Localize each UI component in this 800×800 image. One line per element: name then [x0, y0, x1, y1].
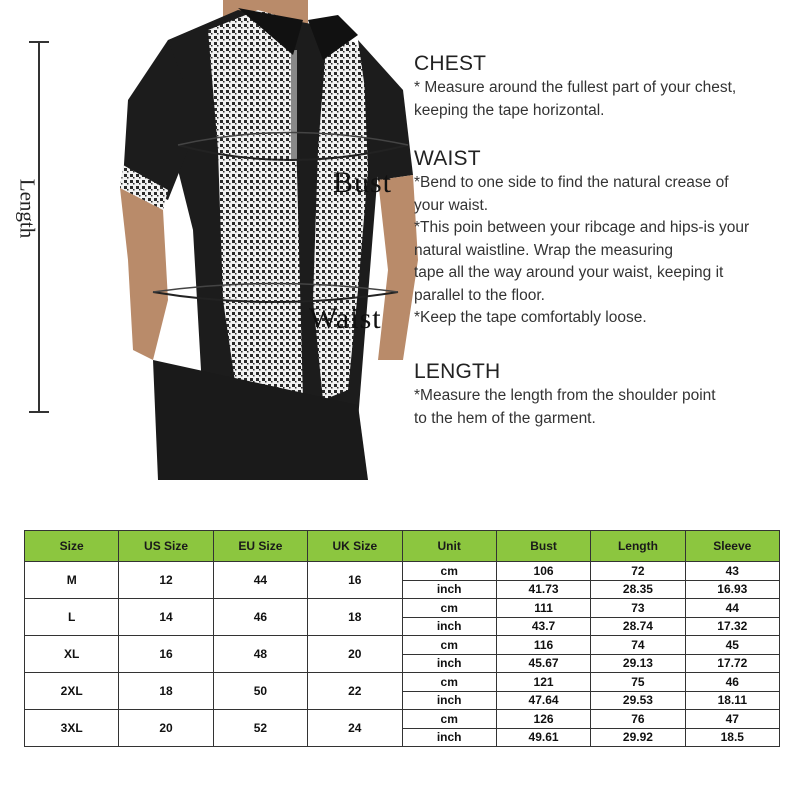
waist-line: parallel to the floor.	[414, 286, 545, 304]
waist-line: tape all the way around your waist, keeping it	[414, 264, 724, 281]
chest-section	[414, 51, 736, 122]
cell-length: 75	[591, 673, 685, 692]
chest-line: keeping the tape horizontal.	[414, 101, 605, 119]
waist-line: *This poin between your ribcage and hips-is your	[414, 219, 750, 236]
cell-us-size: 16	[119, 636, 213, 673]
cell-bust: 121	[496, 673, 590, 692]
header-us-size: US Size	[119, 531, 213, 562]
cell-eu-size: 48	[213, 636, 307, 673]
cell-sleeve: 16.93	[685, 580, 779, 599]
header-length: Length	[591, 531, 685, 562]
table-row	[25, 562, 780, 581]
cell-unit: cm	[402, 710, 496, 729]
cell-bust: 116	[496, 636, 590, 655]
cell-size: M	[25, 562, 119, 599]
header-eu-size: EU Size	[213, 531, 307, 562]
cell-sleeve: 18.11	[685, 691, 779, 710]
bust-label: Bust	[333, 166, 393, 199]
cell-bust: 41.73	[496, 580, 590, 599]
cell-length: 73	[591, 599, 685, 618]
cell-size: L	[25, 599, 119, 636]
cell-length: 29.13	[591, 654, 685, 673]
cell-bust: 49.61	[496, 728, 590, 747]
cell-unit: cm	[402, 636, 496, 655]
cell-unit: cm	[402, 673, 496, 692]
cell-sleeve: 45	[685, 636, 779, 655]
cell-uk-size: 20	[308, 636, 402, 673]
cell-length: 76	[591, 710, 685, 729]
length-section	[414, 359, 716, 430]
cell-sleeve: 46	[685, 673, 779, 692]
cell-size: 3XL	[25, 710, 119, 747]
waist-line: *Keep the tape comfortably loose.	[414, 309, 647, 326]
header-unit: Unit	[402, 531, 496, 562]
waist-line: your waist.	[414, 196, 489, 214]
waist-line: natural waistline. Wrap the measuring	[414, 241, 674, 259]
table-row	[25, 636, 780, 655]
cell-sleeve: 44	[685, 599, 779, 618]
cell-sleeve: 43	[685, 562, 779, 581]
waist-label: Waist	[309, 302, 382, 335]
table-row	[25, 673, 780, 692]
cell-length: 28.35	[591, 580, 685, 599]
cell-eu-size: 46	[213, 599, 307, 636]
waist-title: WAIST	[414, 147, 481, 170]
cell-us-size: 14	[119, 599, 213, 636]
cell-unit: inch	[402, 728, 496, 747]
cell-sleeve: 18.5	[685, 728, 779, 747]
header-sleeve: Sleeve	[685, 531, 779, 562]
cell-size: 2XL	[25, 673, 119, 710]
length-line: *Measure the length from the shoulder point	[414, 387, 716, 404]
table-row	[25, 710, 780, 729]
cell-uk-size: 22	[308, 673, 402, 710]
cell-bust: 126	[496, 710, 590, 729]
cell-bust: 106	[496, 562, 590, 581]
chest-line: * Measure around the fullest part of your chest,	[414, 79, 737, 96]
cell-length: 29.92	[591, 728, 685, 747]
length-line: to the hem of the garment.	[414, 409, 596, 427]
size-chart-table	[24, 530, 780, 747]
length-label: Length	[15, 178, 40, 239]
cell-length: 29.53	[591, 691, 685, 710]
cell-uk-size: 16	[308, 562, 402, 599]
cell-sleeve: 47	[685, 710, 779, 729]
cell-unit: inch	[402, 617, 496, 636]
cell-bust: 47.64	[496, 691, 590, 710]
cell-unit: cm	[402, 562, 496, 581]
cell-size: XL	[25, 636, 119, 673]
cell-bust: 111	[496, 599, 590, 618]
cell-length: 74	[591, 636, 685, 655]
cell-unit: inch	[402, 691, 496, 710]
chest-title: CHEST	[414, 52, 487, 75]
cell-eu-size: 50	[213, 673, 307, 710]
table-header-row	[25, 531, 780, 562]
header-bust: Bust	[496, 531, 590, 562]
cell-length: 28.74	[591, 617, 685, 636]
cell-eu-size: 52	[213, 710, 307, 747]
shirt-model-image	[58, 0, 418, 480]
cell-sleeve: 17.72	[685, 654, 779, 673]
header-size: Size	[25, 531, 119, 562]
cell-length: 72	[591, 562, 685, 581]
waist-section	[414, 146, 749, 330]
length-indicator-top-cap	[29, 41, 49, 43]
table-row	[25, 599, 780, 618]
cell-unit: cm	[402, 599, 496, 618]
header-uk-size: UK Size	[308, 531, 402, 562]
cell-eu-size: 44	[213, 562, 307, 599]
waist-line: *Bend to one side to find the natural crease of	[414, 174, 729, 191]
cell-bust: 43.7	[496, 617, 590, 636]
cell-uk-size: 24	[308, 710, 402, 747]
cell-unit: inch	[402, 580, 496, 599]
length-title: LENGTH	[414, 360, 501, 383]
length-indicator-bottom-cap	[29, 411, 49, 413]
cell-uk-size: 18	[308, 599, 402, 636]
cell-bust: 45.67	[496, 654, 590, 673]
cell-unit: inch	[402, 654, 496, 673]
cell-us-size: 20	[119, 710, 213, 747]
cell-sleeve: 17.32	[685, 617, 779, 636]
cell-us-size: 18	[119, 673, 213, 710]
cell-us-size: 12	[119, 562, 213, 599]
